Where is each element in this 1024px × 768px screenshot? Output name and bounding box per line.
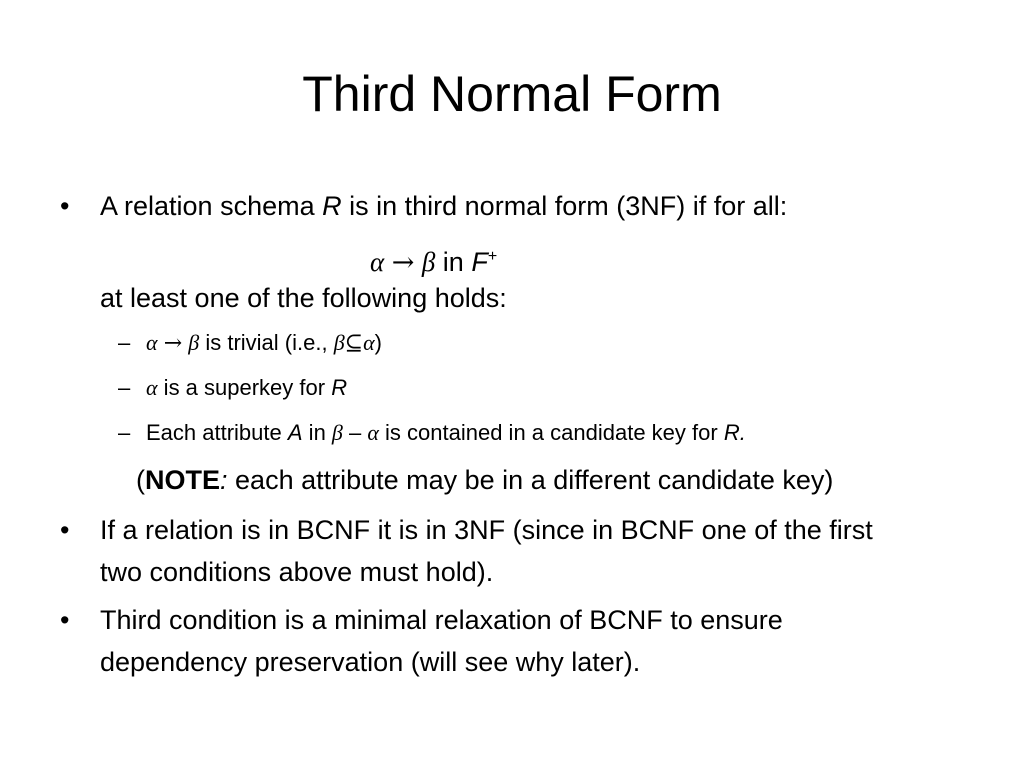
bullet-3-line-2: dependency preservation (will see why later).: [100, 647, 641, 677]
text: A relation schema: [100, 191, 323, 221]
text: in: [302, 420, 332, 445]
slide-title: Third Normal Form: [302, 66, 722, 122]
alpha-symbol: α: [363, 330, 375, 355]
var-R: R: [331, 375, 348, 400]
note-line: [136, 463, 833, 497]
beta-symbol: β: [333, 330, 345, 355]
dash-marker: –: [118, 375, 131, 400]
beta-symbol: β: [421, 247, 436, 277]
text: is trivial (i.e.,: [199, 330, 334, 355]
var-R: R.: [723, 420, 746, 445]
arrow-icon: →: [391, 247, 415, 278]
var-F: F: [471, 247, 488, 277]
dash-marker: –: [118, 420, 131, 445]
text: (: [136, 465, 145, 495]
alpha-symbol: α: [370, 247, 385, 277]
arrow-icon: →: [163, 331, 183, 356]
text: is in third normal form (3NF) if for all:: [341, 191, 788, 221]
var-R: R: [322, 191, 342, 221]
var-A: A: [287, 420, 303, 445]
text: is a superkey for: [157, 375, 332, 400]
alpha-symbol: α: [146, 330, 158, 355]
text: :: [220, 465, 228, 495]
text: Each attribute: [146, 420, 288, 445]
bullet-3-line-1: Third condition is a minimal relaxation of BCNF to ensure: [100, 605, 783, 635]
alpha-symbol: α: [367, 420, 379, 445]
bullet-marker: •: [60, 515, 70, 545]
text: each attribute may be in a different candidate key): [227, 465, 834, 495]
bullet-2-line-1: If a relation is in BCNF it is in 3NF (since in BCNF one of the first: [100, 515, 873, 545]
subset-icon: ⊆: [344, 331, 364, 356]
bullet-marker: •: [60, 605, 70, 635]
text: –: [342, 420, 368, 445]
text: in: [435, 247, 472, 277]
bullet-1-line-3: at least one of the following holds:: [100, 283, 507, 313]
text: is contained in a candidate key for: [378, 420, 724, 445]
beta-symbol: β: [188, 330, 200, 355]
closure-plus: +: [487, 248, 498, 265]
alpha-symbol: α: [146, 375, 158, 400]
note-label: NOTE: [145, 465, 221, 495]
bullet-2-line-2: two conditions above must hold).: [100, 557, 494, 587]
sub-item-3: [146, 418, 746, 448]
sub-item-1: [146, 328, 382, 359]
dash-marker: –: [118, 330, 131, 355]
sub-item-2: [146, 373, 347, 403]
bullet-marker: •: [60, 191, 70, 221]
text: ): [374, 330, 382, 355]
functional-dependency: [370, 240, 497, 280]
beta-symbol: β: [331, 420, 343, 445]
bullet-1-line-1: [100, 189, 787, 223]
